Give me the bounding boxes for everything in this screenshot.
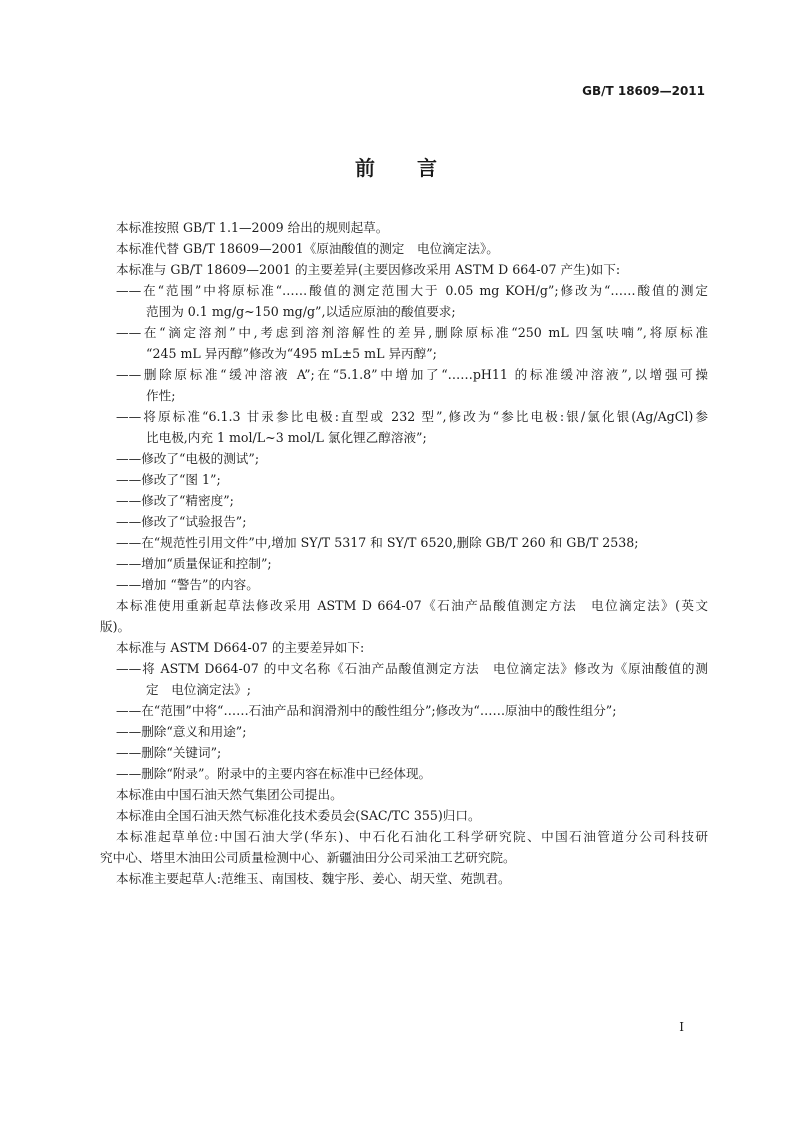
list-item: ——在“范围”中将原标准“……酸值的测定范围大于 0.05 mg KOH/g”;修改为“……酸值的测定 [116, 283, 708, 298]
list-item: ——将原标准“6.1.3 甘汞参比电极:直型或 232 型”,修改为“参比电极:银/氯化银(Ag/AgCl)参 [116, 409, 708, 424]
list-item: ——将 ASTM D664-07 的中文名称《石油产品酸值测定方法 电位滴定法》修改为《原油酸值的测 [116, 661, 708, 676]
list-item: ——增加“质量保证和控制”; [116, 556, 272, 571]
list-item-continuation: 定 电位滴定法》; [146, 682, 251, 697]
paragraph-line-continuation: 究中心、塔里木油田公司质量检测中心、新疆油田分公司采油工艺研究院。 [100, 850, 516, 865]
list-item: ——修改了“图 1”; [116, 472, 221, 487]
list-item-continuation: 作性; [146, 388, 176, 403]
document-body [100, 217, 708, 889]
page-title [0, 152, 794, 181]
list-item: ——修改了“试验报告”; [116, 514, 247, 529]
list-item-continuation: 比电极,内充 1 mol/L~3 mol/L 氯化锂乙醇溶液”; [146, 430, 427, 445]
title-char-2: 言 [417, 156, 439, 180]
list-item-continuation: “245 mL 异丙醇”修改为“495 mL±5 mL 异丙醇”; [146, 346, 437, 361]
paragraph-line: 本标准起草单位:中国石油大学(华东)、中石化石油化工科学研究院、中国石油管道分公司科技研 [116, 829, 708, 844]
list-item: ——在“规范性引用文件”中,增加 SY/T 5317 和 SY/T 6520,删除 GB/T 260 和 GB/T 2538; [116, 535, 639, 550]
paragraph-line-continuation: 版)。 [100, 619, 131, 634]
list-item: ——增加 “警告”的内容。 [116, 577, 259, 592]
list-item: ——删除“附录”。附录中的主要内容在标准中已经体现。 [116, 766, 432, 781]
page-number: I [679, 1020, 684, 1034]
list-item-continuation: 范围为 0.1 mg/g~150 mg/g”,以适应原油的酸值要求; [146, 304, 456, 319]
paragraph-line: 本标准由全国石油天然气标准化技术委员会(SAC/TC 355)归口。 [116, 808, 481, 823]
paragraph-line: 本标准与 ASTM D664-07 的主要差异如下: [116, 640, 365, 655]
list-item: ——在“范围”中将“……石油产品和润滑剂中的酸性组分”;修改为“……原油中的酸性组分”; [116, 703, 617, 718]
list-item: ——删除“关键词”; [116, 745, 222, 760]
standard-code: GB/T 18609—2011 [582, 84, 705, 98]
list-item: ——在“滴定溶剂”中,考虑到溶剂溶解性的差异,删除原标准“250 mL 四氢呋喃”,将原标准 [116, 325, 708, 340]
list-item: ——删除原标准“缓冲溶液 A”;在“5.1.8”中增加了“……pH11 的标准缓冲溶液”,以增强可操 [116, 367, 708, 382]
title-char-1: 前 [355, 156, 377, 180]
paragraph-line: 本标准与 GB/T 18609—2001 的主要差异(主要因修改采用 ASTM D 664-07 产生)如下: [116, 262, 621, 277]
paragraph-line: 本标准主要起草人:范维玉、南国枝、魏宇彤、姜心、胡天堂、苑凯君。 [116, 871, 511, 886]
paragraph-line: 本标准由中国石油天然气集团公司提出。 [116, 787, 343, 802]
list-item: ——修改了“电极的测试”; [116, 451, 260, 466]
list-item: ——删除“意义和用途”; [116, 724, 247, 739]
paragraph-line: 本标准代替 GB/T 18609—2001《原油酸值的测定 电位滴定法》。 [116, 241, 499, 256]
paragraph-line: 本标准使用重新起草法修改采用 ASTM D 664-07《石油产品酸值测定方法 电位滴定法》(英文 [116, 598, 708, 613]
paragraph-line: 本标准按照 GB/T 1.1—2009 给出的规则起草。 [116, 220, 389, 235]
list-item: ——修改了“精密度”; [116, 493, 234, 508]
